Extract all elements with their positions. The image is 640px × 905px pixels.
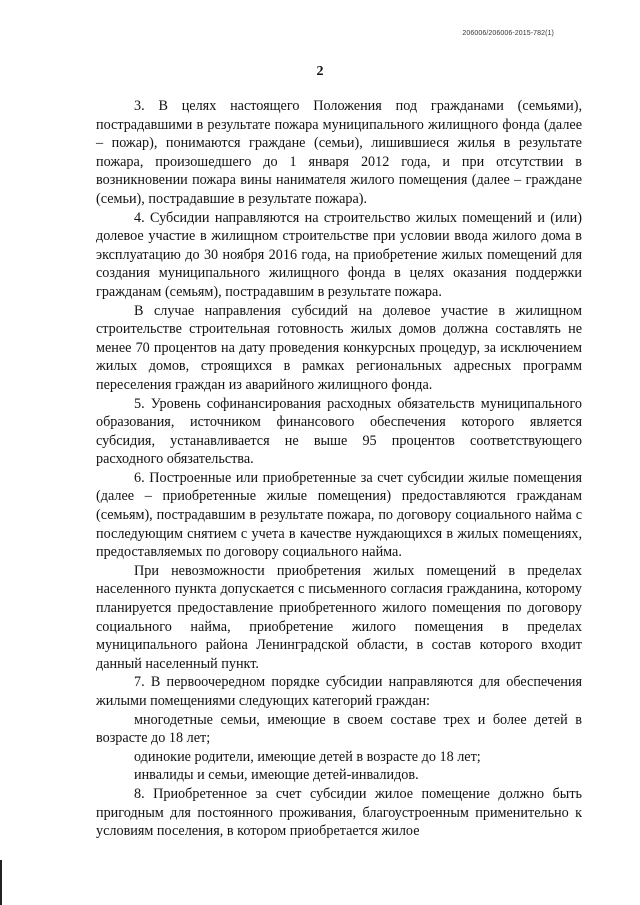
- document-body: [96, 97, 582, 841]
- page-number: 2: [316, 64, 324, 79]
- list-item-single-parents: одинокие родители, имеющие детей в возрасте до 18 лет;: [134, 748, 481, 765]
- paragraph-6-impossibility: При невозможности приобретения жилых помещений в пределах населенного пункта допускается с письменного согласия гражданина, которому планируется предоставление приобретенного жилого помещения по договору социального найма, приобретение жилого помещения в пределах муниципального района Ленинградской области, в состав которого входит данный населенный пункт.: [96, 562, 582, 672]
- paragraph-5: 5. Уровень софинансирования расходных обязательств муниципального образования, источником финансового обеспечения которого является субсидия, устанавливается не выше 95 процентов соответствующего расходного обязательства.: [96, 395, 582, 468]
- scan-edge-mark: [0, 860, 2, 905]
- paragraph-6: 6. Построенные или приобретенные за счет субсидии жилые помещения (далее – приобретенные жилые помещения) предоставляются гражданам (семьям), пострадавшим в результате пожара, по договору социального найма с последующим снятием с учета в качестве нуждающихся в жилых помещениях, предоставляемых по договору социального найма.: [96, 469, 582, 561]
- paragraph-4-shared-construction: В случае направления субсидий на долевое участие в жилищном строительстве строительная готовность жилых домов должна составлять не менее 70 процентов на дату проведения конкурсных процедур, за исключением жилых домов, строящихся в рамках региональных адресных программ переселения граждан из аварийного жилищного фонда.: [96, 302, 582, 393]
- paragraph-7: 7. В первоочередном порядке субсидии направляются для обеспечения жилыми помещениями следующих категорий граждан:: [96, 674, 582, 709]
- document-id: 206006/206006-2015-782(1): [462, 30, 554, 37]
- list-item-large-families: многодетные семьи, имеющие в своем составе трех и более детей в возрасте до 18 лет;: [96, 711, 582, 747]
- paragraph-3: 3. В целях настоящего Положения под гражданами (семьями), пострадавшими в результате пожара муниципального жилищного фонда (далее – пожар), понимаются граждане (семьи), лишившиеся жилья в результате пожара, произошедшего до 1 января 2012 года, и при отсутствии в возникновении пожара вины нанимателя жилого помещения (далее – граждане (семьи), пострадавшие в результате пожара).: [96, 98, 582, 207]
- list-item-disabled: инвалиды и семьи, имеющие детей-инвалидов.: [134, 767, 419, 784]
- paragraph-8: 8. Приобретенное за счет субсидии жилое помещение должно быть пригодным для постоянного проживания, благоустроенным применительно к условиям поселения, в котором приобретается жилое: [96, 785, 582, 840]
- paragraph-4: 4. Субсидии направляются на строительство жилых помещений и (или) долевое участие в жилищном строительстве при условии ввода жилого дома в эксплуатацию до 30 ноября 2016 года, на приобретение жилых помещений для создания муниципального жилищного фонда в целях оказания поддержки гражданам (семьям), пострадавшим в результате пожара.: [96, 209, 582, 300]
